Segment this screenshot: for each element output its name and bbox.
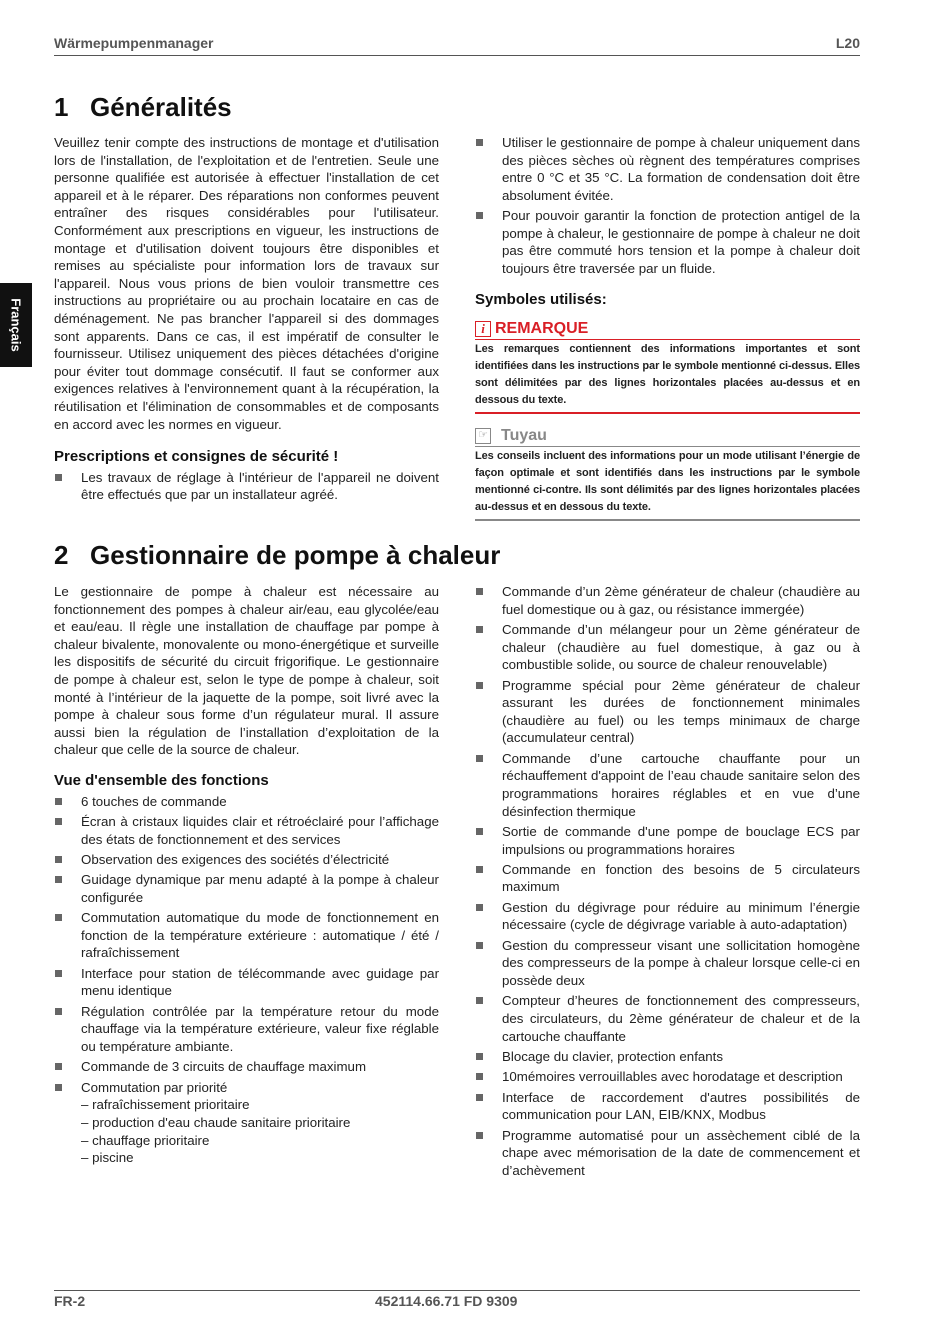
safety-list	[54, 469, 439, 504]
list-item: Écran à cristaux liquides clair et rétroéclairé pour l’affichage des états de fonctionnement et des services	[54, 813, 439, 848]
section2-left-column	[54, 583, 439, 1170]
section2-right-column	[475, 583, 860, 1182]
list-item: Les travaux de réglage à l'intérieur de l'appareil ne doivent être effectués que par un installateur agréé.	[54, 469, 439, 504]
tip-notice	[475, 427, 860, 521]
page-header	[54, 33, 860, 56]
section1-right-column	[475, 134, 860, 521]
list-item: Blocage du clavier, protection enfants	[475, 1048, 860, 1066]
list-item: Utiliser le gestionnaire de pompe à chaleur uniquement dans des pièces sèches où règnent des températures comprises entre 0 °C et 35 °C. La formation de condensation doit être absolument évitée.	[475, 134, 860, 204]
list-item: Commande d’un 2ème générateur de chaleur (chaudière au fuel domestique ou à gaz, ou résistance immergée)	[475, 583, 860, 618]
language-tab-label: Français	[8, 298, 24, 352]
document-number: 452114.66.71 FD 9309	[375, 1293, 518, 1309]
info-icon: i	[475, 321, 491, 337]
list-item: Commande d’une cartouche chauffante pour un réchauffement d'appoint de l’eau chaude sanitaire selon des programmations horaires réglables et en vue d’une désinfection thermique	[475, 750, 860, 820]
list-item: Guidage dynamique par menu adapté à la pompe à chaleur configurée	[54, 871, 439, 906]
safety-list-continued	[475, 134, 860, 278]
section2-title: Gestionnaire de pompe à chaleur	[90, 540, 501, 570]
section1-number: 1	[54, 92, 69, 122]
list-item: Commande d’un mélangeur pour un 2ème générateur de chaleur (chaudière au fuel domestique, à gaz ou à combustible solide, ou source de chaleur renouvelable)	[475, 621, 860, 674]
list-item: Commande en fonction des besoins de 5 circulateurs maximum	[475, 861, 860, 896]
priority-sub: – piscine	[81, 1150, 134, 1166]
overview-heading: Vue d'ensemble des fonctions	[54, 771, 269, 789]
list-item: Interface pour station de télécommande avec guidage par menu identique	[54, 965, 439, 1000]
list-item: Gestion du dégivrage pour réduire au minimum l’énergie nécessaire (cycle de dégivrage variable à auto-adaptation)	[475, 899, 860, 934]
list-item: Programme automatisé pour un assèchement ciblé de la chape avec mémorisation de la date de commencement et d’achèvement	[475, 1127, 860, 1180]
tip-text: Les conseils incluent des informations pour un mode utilisant l’énergie de façon optimale et sont identifiés dans les instructions par le symbole mentionné ci-contre. Ils sont délimités par des lignes horizontales placées au-dessus et en dessous du texte.	[475, 450, 860, 514]
header-model: L20	[835, 35, 860, 51]
list-item: Gestion du compresseur visant une sollicitation homogène des compresseurs de la pompe à chaleur lorsque celle-ci en possède deux	[475, 937, 860, 990]
list-item: Régulation contrôlée par la température retour du mode chauffage via la température extérieure, valeur fixe réglable ou température ambiante.	[54, 1003, 439, 1056]
priority-sub: – production d'eau chaude sanitaire prioritaire	[81, 1115, 351, 1130]
priority-sub: – chauffage prioritaire	[81, 1132, 210, 1148]
page-footer	[54, 1290, 860, 1321]
list-item: Compteur d’heures de fonctionnement des compresseurs, des circulateurs, du 2ème générateur de chaleur et de la cartouche chauffante	[475, 992, 860, 1045]
list-item: 10mémoires verrouillables avec horodatage et description	[475, 1068, 860, 1086]
list-item: Sortie de commande d'une pompe de bouclage ECS par impulsions ou programmations horaires	[475, 823, 860, 858]
remark-notice	[475, 320, 860, 414]
list-item: 6 touches de commande	[54, 793, 439, 811]
list-item: Commutation automatique du mode de fonctionnement en fonction de la température extérieure : automatique / été / rafraîchissement	[54, 909, 439, 962]
page-number: FR-2	[54, 1293, 86, 1309]
priority-label: Commutation par priorité	[81, 1079, 228, 1095]
symbols-heading: Symboles utilisés:	[475, 290, 607, 308]
section2-heading	[54, 540, 500, 571]
list-item: Pour pouvoir garantir la fonction de protection antigel de la pompe à chaleur, le gestionnaire de pompe à chaleur ne doit pas être commuté hors tension et la pompe à chaleur doit toujours être traversée par un fluide.	[475, 207, 860, 277]
functions-list-right	[475, 583, 860, 1180]
remark-text: Les remarques contiennent des informations importantes et sont identifiées dans les instructions par le symbole mentionné ci-dessus. Elles sont délimitées par des lignes horizontales placées au-dessus et en dessous du texte.	[475, 343, 860, 407]
remark-title: REMARQUE	[495, 320, 589, 338]
language-tab	[0, 283, 32, 367]
section1-intro: Veuillez tenir compte des instructions de montage et d'utilisation lors de l'installation, de l'exploitation et de l'entretien. Seule une personne qualifiée est autorisée à effectuer l'installation de cet appareil et à le réparer. Des réparations non conformes peuvent entraîner des risques considérables pour l'utilisateur. Conformément aux prescriptions en vigueur, les instructions de montage et d'utilisation doivent toujours être disponibles et remises au spécialiste pour information lors de travaux sur l'appareil. Nous vous prions de bien vouloir transmettre ces instructions au propriétaire ou au prochain locataire en cas de déménagement. Ne pas brancher l'appareil si des dommages sont apparents. Dans ce cas, il est impératif de consulter le fournisseur. Utilisez uniquement des pièces détachées d'origine pour éviter tout dommage consécutif. Il faut se conformer aux exigences relatives à l'environnement quant à la récupération, la réutilisation et l'élimination de consommables et de composants en accord avec les normes en vigueur.	[54, 135, 439, 432]
list-item: Commande de 3 circuits de chauffage maximum	[54, 1058, 439, 1076]
list-item-priority	[54, 1079, 439, 1167]
list-item: Observation des exigences des sociétés d’électricité	[54, 851, 439, 869]
section1-left-column	[54, 134, 439, 507]
priority-sub: – rafraîchissement prioritaire	[81, 1097, 250, 1113]
list-item: Programme spécial pour 2ème générateur de chaleur assurant les durées de fonctionnement minimales (chaudière au fuel) ou les temps minimaux de charge (accumulateur central)	[475, 677, 860, 747]
section1-heading	[54, 92, 232, 123]
section1-title: Généralités	[90, 92, 232, 122]
list-item: Interface de raccordement d'autres possibilités de communication pour LAN, EIB/KNX, Modbus	[475, 1089, 860, 1124]
section2-intro: Le gestionnaire de pompe à chaleur est nécessaire au fonctionnement des pompes à chaleur air/eau, eau glycolée/eau et eau/eau. Il règle une installation de chauffage par pompe à chaleur bivalente, monovalente ou mono-énergétique et surveille les dispositifs de sécurité du circuit frigorifique. Le gestionnaire de pompe à chaleur est, selon le type de pompe à chaleur, soit monté à l’intérieur de la jaquette de la pompe, soit livré avec la pompe à chaleur sous forme d’un régulateur mural. Il assure aussi bien la régulation de l’installation d’exploitation de la chaleur que celle de la source de chaleur.	[54, 584, 439, 758]
tip-title: Tuyau	[501, 427, 547, 445]
functions-list-left	[54, 793, 439, 1167]
safety-heading: Prescriptions et consignes de sécurité !	[54, 448, 339, 466]
header-title: Wärmepumpenmanager	[54, 35, 214, 51]
pointing-hand-icon: ☞	[475, 428, 491, 444]
section2-number: 2	[54, 540, 69, 570]
